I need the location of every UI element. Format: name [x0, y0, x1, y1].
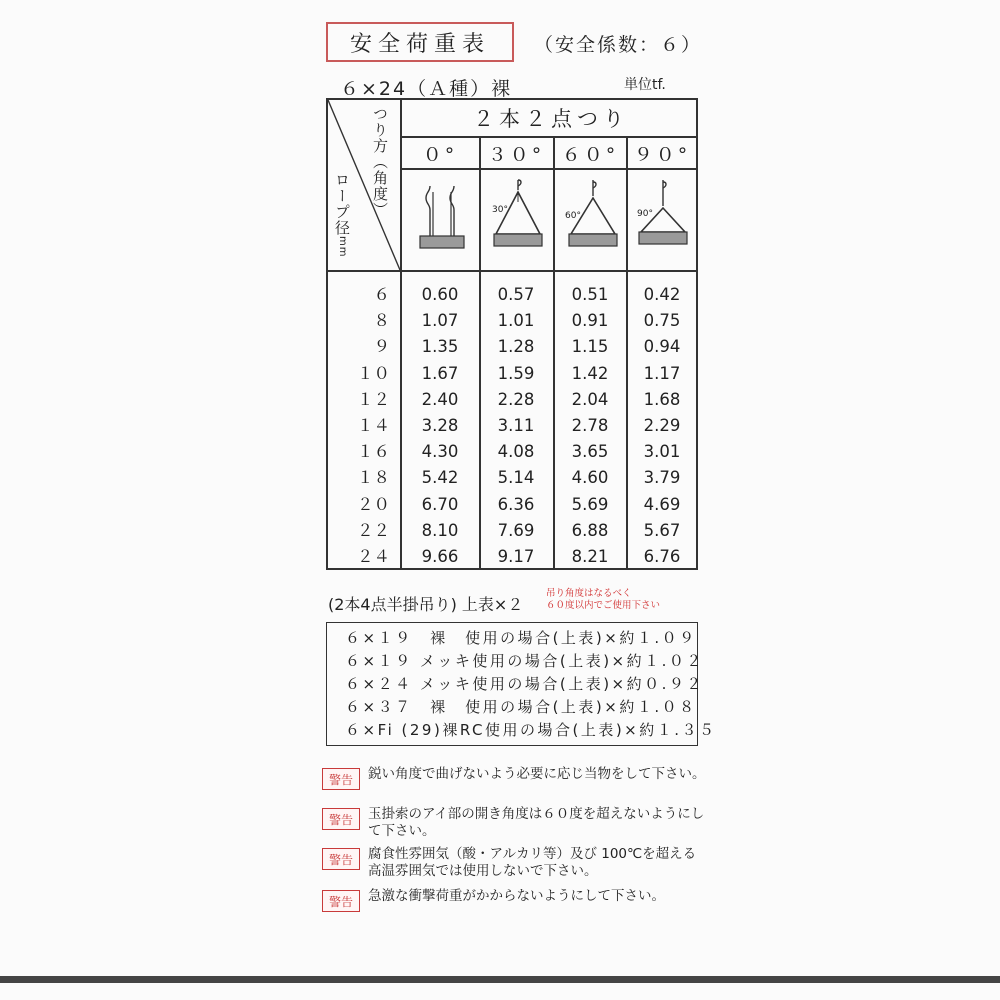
warning-badge: 警告 [322, 848, 360, 870]
table-cell: 1.42 [571, 363, 609, 383]
table-cell: 0.94 [643, 337, 681, 357]
table-cell: 1.07 [421, 311, 459, 331]
load-table [326, 98, 698, 570]
rope-factor-box [326, 622, 717, 746]
table-cell: １６ [357, 442, 390, 462]
table-cell: 4.60 [571, 468, 609, 488]
warning-item [322, 766, 708, 790]
lifting-method-header: ２本２点つり [473, 107, 629, 131]
diameter-text: ロープ径 [333, 172, 351, 236]
table-cell: 5.67 [643, 520, 681, 540]
table-cell: 6.70 [421, 494, 459, 514]
load-column-90deg [627, 282, 697, 570]
table-cell: ２０ [357, 494, 390, 514]
sling-60deg-icon [561, 176, 621, 256]
table-cell: 0.42 [643, 285, 681, 304]
table-cell: 4.69 [643, 494, 681, 514]
table-cell: 5.14 [497, 468, 535, 488]
table-cell: 0.57 [497, 285, 535, 304]
warning-item [322, 846, 708, 880]
factor-row: ６×１９ 裸 使用の場合(上表)×約１.０９ [345, 629, 697, 647]
load-column-60deg [554, 282, 626, 570]
table-cell: 3.28 [421, 415, 459, 435]
warning-badge: 警告 [322, 808, 360, 830]
table-cell: 0.51 [571, 285, 609, 304]
table-cell: 1.15 [571, 337, 609, 357]
corner-method-label: つり方（角度） [371, 106, 389, 218]
warning-badge: 警告 [322, 768, 360, 790]
load-column-30deg [480, 282, 552, 570]
table-cell: 1.01 [497, 311, 535, 331]
table-cell: ９ [373, 337, 390, 357]
sling-30deg-icon [488, 176, 548, 256]
table-cell: １８ [357, 468, 390, 488]
table-cell: 0.60 [421, 285, 459, 304]
factor-row: ６×１９ メッキ使用の場合(上表)×約１.０２ [345, 652, 704, 670]
table-cell: 3.11 [497, 415, 535, 435]
table-cell: １０ [357, 363, 390, 383]
warning-item [322, 888, 708, 912]
table-cell: 8.10 [421, 520, 459, 540]
table-cell: 9.17 [497, 546, 535, 566]
table-cell: ２２ [357, 520, 390, 540]
table-cell: 2.04 [571, 389, 609, 409]
factor-row: ６×３７ 裸 使用の場合(上表)×約１.０８ [345, 698, 697, 716]
table-cell: 8.21 [571, 546, 609, 566]
table-cell: 6.88 [571, 520, 609, 540]
table-cell: 1.35 [421, 337, 459, 357]
table-cell: 6.36 [497, 494, 535, 514]
table-cell: 5.69 [571, 494, 609, 514]
diameter-column [328, 282, 390, 570]
sling-90deg-label: 90° [637, 209, 653, 219]
table-cell: 1.67 [421, 363, 459, 383]
table-cell: ２４ [357, 546, 390, 566]
angle-60-header: ６０° [561, 143, 619, 166]
factor-row: ６×Fi (29)裸RC使用の場合(上表)×約１.３５ [345, 721, 717, 739]
table-cell: 5.42 [421, 468, 459, 488]
four-point-note: (2本4点半掛吊り) 上表×２ [328, 595, 524, 614]
table-cell: 1.28 [497, 337, 535, 357]
page-title: 安全荷重表 [326, 22, 514, 62]
warning-badge: 警告 [322, 890, 360, 912]
table-cell: 3.79 [643, 468, 681, 488]
table-cell: 2.29 [643, 415, 681, 435]
angle-0-header: ０° [422, 143, 458, 166]
table-cell: 2.78 [571, 415, 609, 435]
table-cell: 4.30 [421, 442, 459, 462]
sling-0deg-icon [414, 176, 470, 256]
warning-text: 腐食性雰囲気（酸・アルカリ等）及び 100℃を超える高温雰囲気では使用しないで下さい。 [368, 846, 697, 879]
angle-90-header: ９０° [633, 143, 691, 166]
table-cell: 2.40 [421, 389, 459, 409]
table-cell: 6.76 [643, 546, 681, 566]
table-cell: １２ [357, 389, 390, 409]
table-cell: 1.68 [643, 389, 681, 409]
table-cell: 0.91 [571, 311, 609, 331]
bottom-scan-edge [0, 976, 1000, 983]
table-cell: 7.69 [497, 520, 535, 540]
table-cell: ６ [373, 285, 390, 304]
angle-caution-line: 吊り角度はなるべく [546, 588, 632, 599]
angle-30-header: ３０° [487, 143, 545, 166]
sling-60deg-label: 60° [565, 211, 581, 221]
load-column-0deg [402, 282, 478, 570]
table-cell: 3.01 [643, 442, 681, 462]
warning-text: 玉掛索のアイ部の開き角度は６０度を超えないようにして下さい。 [368, 806, 705, 839]
table-cell: １４ [357, 415, 390, 435]
sling-90deg-icon [633, 176, 693, 256]
unit-label: 単位tf. [624, 77, 666, 93]
table-cell: 4.08 [497, 442, 535, 462]
corner-diameter-label [334, 172, 349, 257]
rope-type-label: ６×24（Ａ種）裸 [340, 78, 513, 100]
table-divider [400, 168, 696, 170]
warning-item [322, 806, 708, 840]
angle-caution-line: ６０度以内でご使用下さい [546, 600, 661, 611]
table-cell: 1.17 [643, 363, 681, 383]
diameter-unit: mm [337, 236, 348, 258]
table-cell: 2.28 [497, 389, 535, 409]
angle-caution-note [546, 588, 660, 612]
table-cell: 0.75 [643, 311, 681, 331]
table-cell: 9.66 [421, 546, 459, 566]
warning-text: 急激な衝撃荷重がかからないようにして下さい。 [368, 888, 665, 904]
table-cell: ８ [373, 311, 390, 331]
table-cell: 3.65 [571, 442, 609, 462]
factor-row: ６×２４ メッキ使用の場合(上表)×約０.９２ [345, 675, 704, 693]
sling-30deg-label: 30° [492, 205, 508, 215]
safety-factor-label: （安全係数：６） [534, 34, 703, 56]
table-cell: 1.59 [497, 363, 535, 383]
warning-text: 鋭い角度で曲げないよう必要に応じ当物をして下さい。 [368, 766, 706, 782]
